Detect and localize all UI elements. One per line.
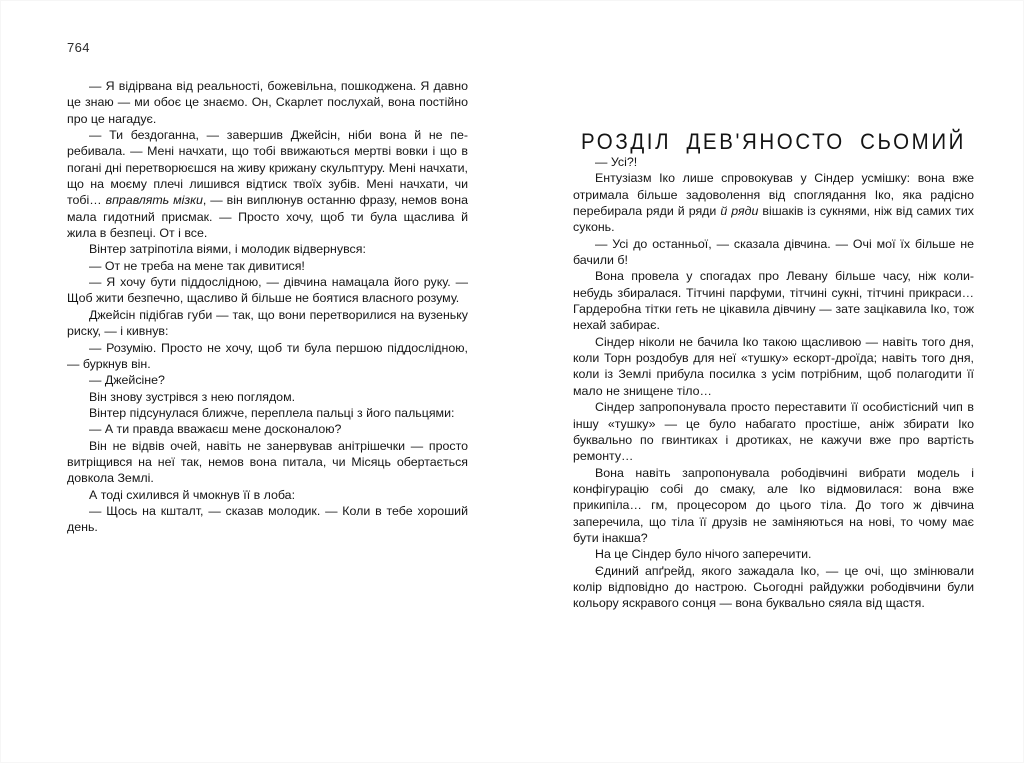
paragraph: Він знову зустрівся з нею поглядом. xyxy=(89,389,296,404)
paragraph: — А ти правда вважаєш мене досконалою? xyxy=(89,422,342,437)
paragraph: — От не треба на мене так дивитися! xyxy=(89,258,305,273)
paragraph: — Розумію. Просто не хочу, щоб ти була першою піддослідною, — буркнув він. xyxy=(67,340,468,371)
paragraph: Сіндер запропонувала просто переставити її особистісний чип в іншу «тушку» — це було набагато простіше, аніж збирати Іко буквально по гвинтиках і дротиках, не кажучи вже про вартість ремонту… xyxy=(573,400,974,464)
paragraph: — Усі до останньої, — сказала дівчина. — Очі мої їх більше не бачили б! xyxy=(573,236,974,268)
italic-phrase: вправлять мізки xyxy=(105,193,203,208)
paragraph: — Я відірвана від реальності, божевільна, пошкоджена. Я давно це знаю — ми обоє це знаємо. Он, Скарлет послухай, вона постійно про це нагадує. xyxy=(67,79,468,126)
paragraph-lead-text: — Ти бездоганна, — завершив Джейсін, ніби вона й не перебивала. — Мені начхати, що тобі ввижаються мертві вовки і що в погані дні перетворюєшся на живу крижану скульптуру. Мені начхати, що на моєму плечі лишився відтиск твоїх зубів. Мені начхати, чи тобі… xyxy=(67,128,468,208)
paragraph-tail-text: , — він виплюнув останню фразу, немов вона мала гидотний присмак. — Просто хочу, щоб ти була щаслива й жила в безпеці. От і все. xyxy=(67,193,468,241)
paragraph-with-italic xyxy=(573,170,974,235)
paragraph: — Усі?! xyxy=(595,155,638,169)
recto-text-column xyxy=(573,130,974,612)
paragraph-tail-text: вішаків із сукнями, ніж від самих тих суконь. xyxy=(573,204,974,235)
paragraph-with-italic xyxy=(67,127,468,241)
paragraph: Джейсін підібгав губи — так, що вони перетворилися на вузеньку риску, — і кивнув: xyxy=(67,307,468,339)
paragraph: — Я хочу бути піддослідною, — дівчина намацала його руку. — Щоб жити безпечно, щасливо й більше не боятися власного розуму. xyxy=(67,275,468,306)
paragraph: На це Сіндер було нічого заперечити. xyxy=(595,547,812,562)
paragraph-lead-text: Ентузіазм Іко лише спровокував у Сіндер усмішку: вона вже отримала більше задоволення від споглядання Іко, яка радісно перебирала ряди й ряди xyxy=(573,171,974,219)
paragraph: Вона навіть запропонувала рободівчині вибрати модель і конфігурацію собі до смаку, але Іко відмовилася: вона вже прикипіла… гм, процесором до цього тіла. До того ж дівчина заперечила, що тіла її друзів не заміняються на нові, то чому має бути інакша? xyxy=(573,465,974,545)
paragraph: Він не відвів очей, навіть не занервував анітрішечки — просто витріщився на неї так, немов вона питала, чи Місяць обертається довкола Землі. xyxy=(67,438,468,486)
paragraph: Сіндер ніколи не бачила Іко такою щасливою — навіть того дня, коли Торн роздобув для неї «тушку» ескорт-дроїда; навіть того дня, коли із Землі прибула посилка з усім потрібним, щоб полагодити її мало не знищене тіло… xyxy=(573,334,974,398)
chapter-title: РОЗДІЛ ДЕВ'ЯНОСТО СЬОМИЙ xyxy=(580,130,967,155)
paragraph: Вінтер затріпотіла віями, і молодик відвернувся: xyxy=(89,242,366,257)
paragraph: Вінтер підсунулася ближче, переплела пальці з його пальцями: xyxy=(89,405,455,420)
paragraph: Вона провела у спогадах про Левану більше часу, ніж коли-небудь збиралася. Тітчині парфуми, тітчині сукні, тітчині прикраси… Гардеробна тітки геть не цікавила дівчину — зате зацікавила Іко, тож нехай забирає. xyxy=(573,269,974,333)
page-number: 764 xyxy=(67,40,90,55)
paragraph: — Щось на кшталт, — сказав молодик. — Коли в тебе хороший день. xyxy=(67,503,468,535)
verso-text-column xyxy=(67,78,468,536)
paragraph: А тоді схилився й чмокнув її в лоба: xyxy=(89,487,296,502)
italic-phrase: й ряди xyxy=(720,204,759,219)
paragraph: Єдиний апґрейд, якого зажадала Іко, — це очі, що змінювали колір відповідно до настрою. Сьогодні райдужки рободівчини були кольору яскравого сонця — вона буквально сяяла від щастя. xyxy=(573,563,974,611)
paragraph: — Джейсіне? xyxy=(89,373,165,388)
